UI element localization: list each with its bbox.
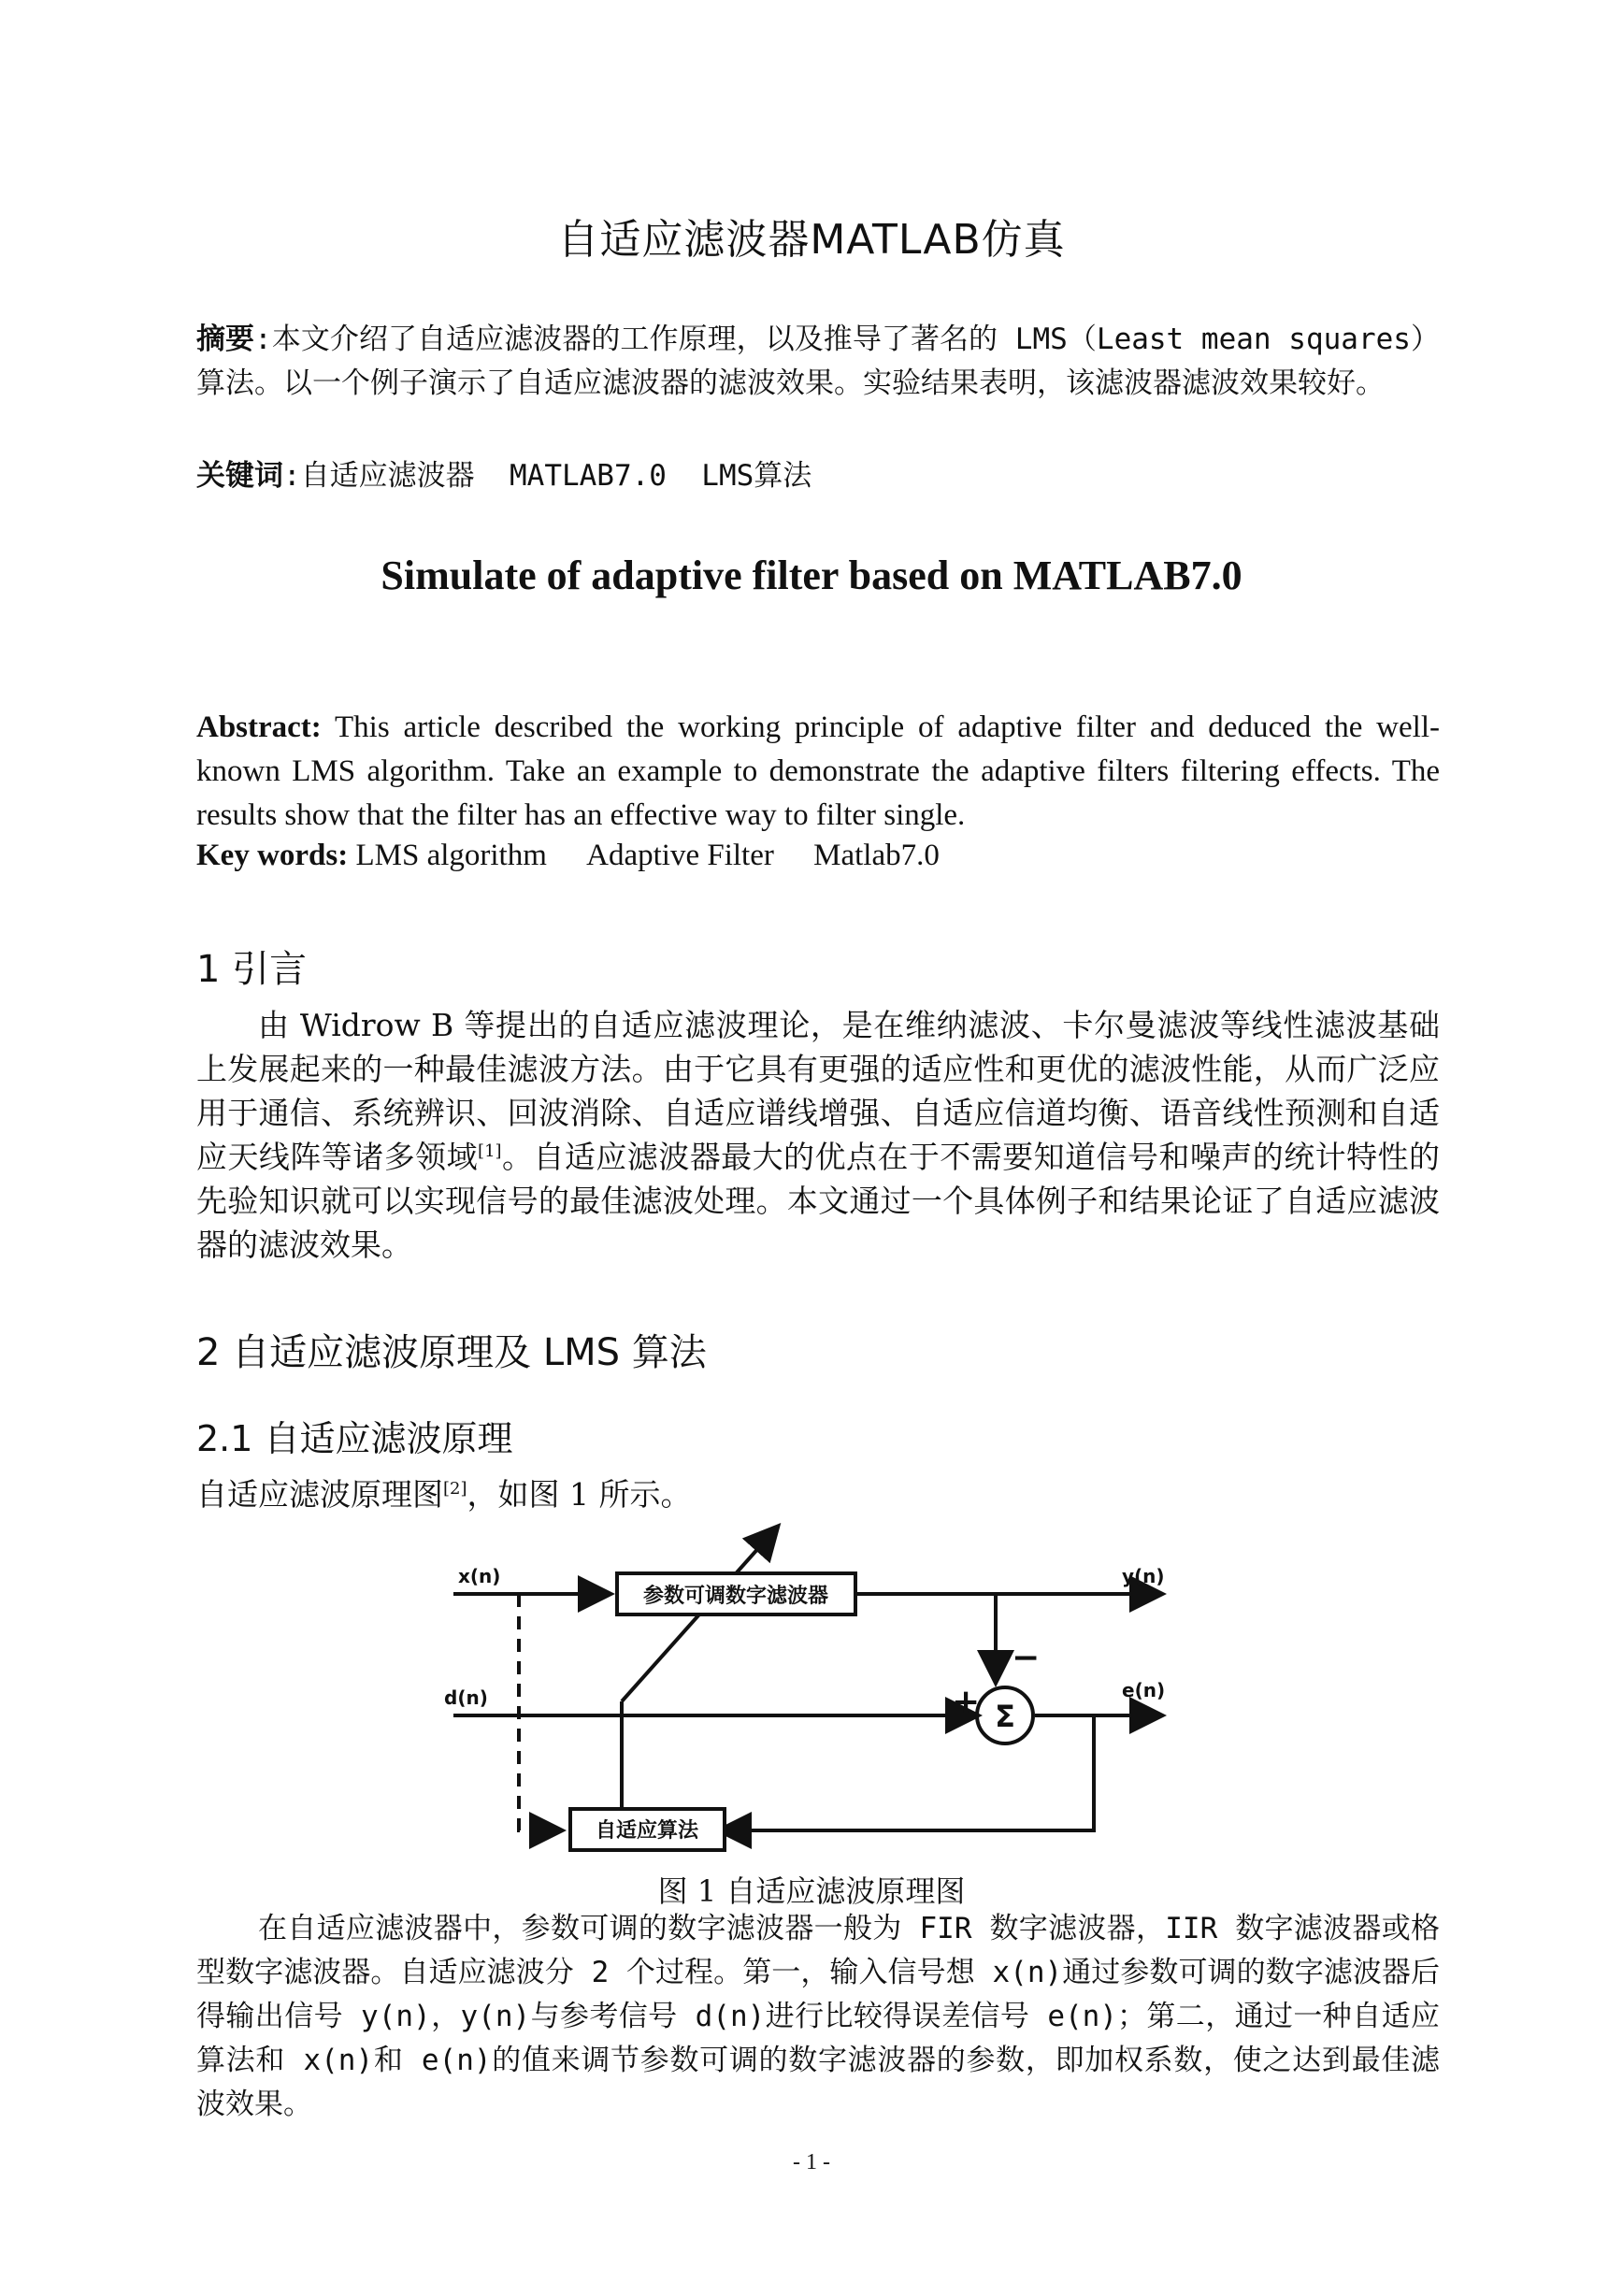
keywords-label-en: Key words: [196, 839, 349, 872]
keyword-item: LMS algorithm [355, 839, 547, 872]
algorithm-block-label: 自适应算法 [595, 1819, 699, 1843]
intro-text-part-b: 。自适应滤波器最大的优点在于不需要知道信号和噪声的统计特性的先验知识就可以实现信号的最佳滤波处理。本文通过一个具体例子和结果论证了自适应滤波器的滤波效果。 [196, 1139, 1441, 1263]
page-number: - 1 - [793, 2150, 830, 2174]
introduction-paragraph [196, 1003, 1440, 1267]
keyword-item: Adaptive Filter [586, 839, 774, 872]
keywords-text-cn: :自适应滤波器 MATLAB7.0 LMS算法 [283, 459, 812, 493]
keywords-label-cn: 关键词 [196, 459, 283, 493]
y-label: y(n) [1122, 1565, 1165, 1587]
abstract-text-cn: :本文介绍了自适应滤波器的工作原理，以及推导了著名的 LMS（Least mean squares）算法。以一个例子演示了自适应滤波器的滤波效果。实验结果表明，该滤波器滤波效果较好。 [196, 323, 1441, 400]
subsection-heading: 2.1 自适应滤波原理 [196, 1418, 513, 1459]
citation-ref: [2] [443, 1479, 467, 1499]
figure-intro-text-end: ，如图 1 所示。 [467, 1476, 692, 1513]
chinese-keywords [196, 452, 812, 494]
english-abstract [196, 706, 1440, 838]
section-heading-principle: 2 自适应滤波原理及 LMS 算法 [196, 1331, 707, 1374]
d-label: d(n) [444, 1686, 488, 1709]
minus-sign: − [1012, 1639, 1041, 1677]
abstract-text-en: This article described the working principle of adaptive filter and deduced the well-known LMS algorithm. Take an example to demonstrate the adaptive filters filtering effects. The results show that the filter has an effective way to filter single. [196, 710, 1440, 832]
figure-intro-line [196, 1472, 1440, 1516]
x-label: x(n) [458, 1565, 501, 1587]
error-feedback-line [722, 1715, 1094, 1830]
english-title: Simulate of adaptive filter based on MATLAB7.0 [381, 552, 1242, 598]
x-to-algorithm-dashed-line [519, 1594, 559, 1830]
intro-text-part-a: 由 Widrow B 等提出的自适应滤波理论，是在维纳滤波、卡尔曼滤波等线性滤波基础上发展起来的一种最佳滤波方法。由于它具有更强的适应性和更优的滤波性能，从而广泛应用于通信、系统辨识、回波消除、自适应谱线增强、自适应信道均衡、语音线性预测和自适应天线阵等诸多领域 [196, 1007, 1440, 1175]
citation-ref: [1] [478, 1141, 502, 1161]
chinese-abstract [196, 318, 1440, 406]
plus-sign: + [952, 1683, 981, 1721]
abstract-label-en: Abstract: [196, 710, 322, 744]
paper-title: 自适应滤波器MATLAB仿真 [557, 216, 1066, 264]
filter-block-label: 参数可调数字滤波器 [642, 1585, 829, 1608]
adaptive-filter-diagram [439, 1519, 1187, 1865]
e-label: e(n) [1122, 1679, 1166, 1701]
abstract-label-cn: 摘要 [196, 323, 255, 356]
figure-intro-text: 自适应滤波原理图 [196, 1476, 443, 1513]
body-paragraph: 在自适应滤波器中，参数可调的数字滤波器一般为 FIR 数字滤波器，IIR 数字滤波器或格型数字滤波器。自适应滤波分 2 个过程。第一，输入信号想 x(n)通过参数可调的数字滤波器后得输出信号 y(n)，y(n)与参考信号 d(n)进行比较得误差信号 e(n)；第二，通过一种自适应算法和 x(n)和 e(n)的值来调节参数可调的数字滤波器的参数，即加权系数，使之达到最佳滤波效果。 [196, 1912, 1440, 2121]
english-keywords [196, 839, 940, 873]
section-heading-introduction: 1 引言 [196, 948, 308, 991]
keyword-item: Matlab7.0 [813, 839, 940, 872]
sigma-symbol: Σ [995, 1699, 1015, 1734]
figure-caption: 图 1 自适应滤波原理图 [657, 1873, 966, 1909]
